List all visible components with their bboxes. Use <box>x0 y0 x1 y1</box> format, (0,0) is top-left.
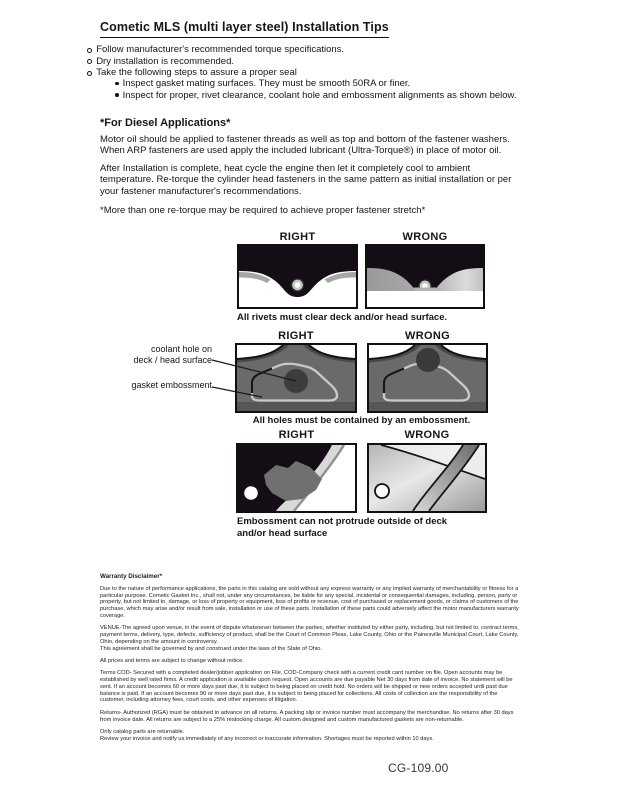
gasket-embossment-label: gasket embossment <box>131 380 212 390</box>
coolant-hole-label <box>100 344 212 366</box>
warranty-paragraph: VENUE-The agreed upon venue, in the event of dispute whatsoever between the parties, whether instituted by either party, including, but not limited to, contract terms, payment terms, delivery, type, defects, sufficiency of product, shall be the Court of Common Pleas, Lake County, Ohio or the Painesville Municipal Court, Lake County, Ohio, depending on the amount in controversy. <box>100 625 519 645</box>
rivet-wrong-label: WRONG <box>402 231 448 243</box>
tip-subitem <box>115 78 517 90</box>
holes-wrong-label: WRONG <box>405 330 450 342</box>
embossment-right-label: RIGHT <box>278 429 315 441</box>
tip-text: Follow manufacturer's recommended torque specifications. <box>96 44 345 55</box>
embossment-caption-line1: Embossment can not protrude outside of deck <box>237 516 448 527</box>
retorque-note: *More than one re-torque may be required to achieve proper fastener stretch* <box>100 205 426 216</box>
warranty-heading: Warranty Disclaimer* <box>100 573 163 580</box>
embossment-protruding-illustration <box>369 445 485 511</box>
tip-text: Take the following steps to assure a proper seal <box>96 67 297 78</box>
tips-list <box>87 44 344 79</box>
diesel-paragraph-1: Motor oil should be applied to fastener threads as well as top and bottom of the fastener washers. When ARP fasteners are used apply the included lubricant (Ultra-Torque®) in place of motor oil. <box>100 134 510 157</box>
warranty-paragraph: Returns- Authorized (RGA) must be obtained in advance on all returns. A packing slip or invoice number must accompany the merchandise. No returns after 30 days from invoice date. All returns are subject to a 25% restocking charge. All custom designed and custom manufactured gaskets are non-returnable. <box>100 709 514 723</box>
tip-subtext: Inspect for proper, rivet clearance, coolant hole and embossment alignments as shown below. <box>122 89 517 101</box>
rivet-clear-illustration <box>239 246 356 307</box>
rivet-wrong-figure <box>365 244 485 309</box>
tip-text: Dry installation is recommended. <box>96 55 234 67</box>
rivet-right-figure <box>237 244 358 309</box>
embossment-caption-line2: and/or head surface <box>237 527 328 539</box>
embossment-wrong-label: WRONG <box>404 429 450 441</box>
warranty-disclaimer <box>100 574 519 748</box>
warranty-paragraph: Only catalog parts are returnable. <box>100 728 185 735</box>
warranty-paragraph: Due to the nature of performance applications, the parts in this catalog are sold without any express warranty or any implied warranty of merchantability or fitness for a particular purpose. Cometic Gasket Inc., shall not, under any circumstances, be liable for any special, incidental or consequential damages, including, person, party or property, but not limited to, damage, or loss of property or equipment, loss of profits or revenue, cost of purchased or replacement goods, or claims of customers of the purchase, which may arise and/or result from sale, installation or use of these parts. Installation of these parts could adversely affect the motor manufacturers warranty coverage. <box>100 585 519 619</box>
filled-bullet-icon <box>115 93 119 97</box>
warranty-paragraph: Review your invoice and notify us immediately of any incorrect or inaccurate information. Shortages must be reported within 10 days. <box>100 735 434 742</box>
tips-sublist <box>115 78 517 101</box>
embossment-caption <box>237 516 447 539</box>
tip-subitem <box>115 90 517 102</box>
warranty-paragraph: Terms COD- Secured with a completed dealer/jobber application on File, COD-Company check with a current credit card number on file. Open accounts may be established by well rated firms. A credit application is available upon request. Open accounts are due payable Net 30 days from date of invoice. No statement will be sent. If an account becomes 60 or more days past due, it is subject to being placed on credit hold. No orders will be shipped or new orders accepted until past due balance is paid. If an account becomes 90 or more days past due, it is subject to being placed for collections. All costs of collection are the responsibility of the customer, including attorney fees, court costs, and other expenses of litigation. <box>100 670 513 704</box>
leader-lines <box>210 352 310 402</box>
filled-bullet-icon <box>115 82 119 86</box>
holes-wrong-figure <box>367 343 488 413</box>
rivet-touching-illustration <box>367 246 483 307</box>
rivet-right-label: RIGHT <box>279 231 316 243</box>
tip-item <box>87 56 344 68</box>
holes-caption: All holes must be contained by an embossment. <box>252 415 471 426</box>
open-bullet-icon <box>87 71 92 76</box>
tip-item <box>87 44 344 56</box>
warranty-paragraph: This agreement shall be governed by and construed under the laws of the State of Ohio. <box>100 645 322 652</box>
coolant-label-line2: deck / head surface <box>133 354 212 365</box>
open-bullet-icon <box>87 59 92 64</box>
embossment-wrong-figure <box>367 443 487 513</box>
embossment-inside-illustration <box>238 445 355 511</box>
tip-subtext: Inspect gasket mating surfaces. They must be smooth 50RA or finer. <box>122 78 411 89</box>
tip-item <box>87 67 344 79</box>
page-code: CG-109.00 <box>388 761 449 775</box>
rivet-caption: All rivets must clear deck and/or head surface. <box>237 312 448 323</box>
diesel-paragraph-2: After Installation is complete, heat cycle the engine then let it completely cool to ambient temperature. Re-torque the cylinder head fasteners in the same pattern as initial installation or per your fastener manufacturer's recommendations. <box>100 163 512 197</box>
open-bullet-icon <box>87 48 92 53</box>
hole-outside-illustration <box>369 345 486 411</box>
page-title: Cometic MLS (multi layer steel) Installation Tips <box>100 20 389 38</box>
holes-right-label: RIGHT <box>278 330 314 342</box>
warranty-paragraphs <box>100 586 519 743</box>
warranty-paragraph: All prices and terms are subject to change without notice. <box>100 657 244 664</box>
diesel-heading: *For Diesel Applications* <box>100 117 231 129</box>
coolant-label-line1: coolant hole on <box>150 344 212 354</box>
embossment-right-figure <box>236 443 357 513</box>
